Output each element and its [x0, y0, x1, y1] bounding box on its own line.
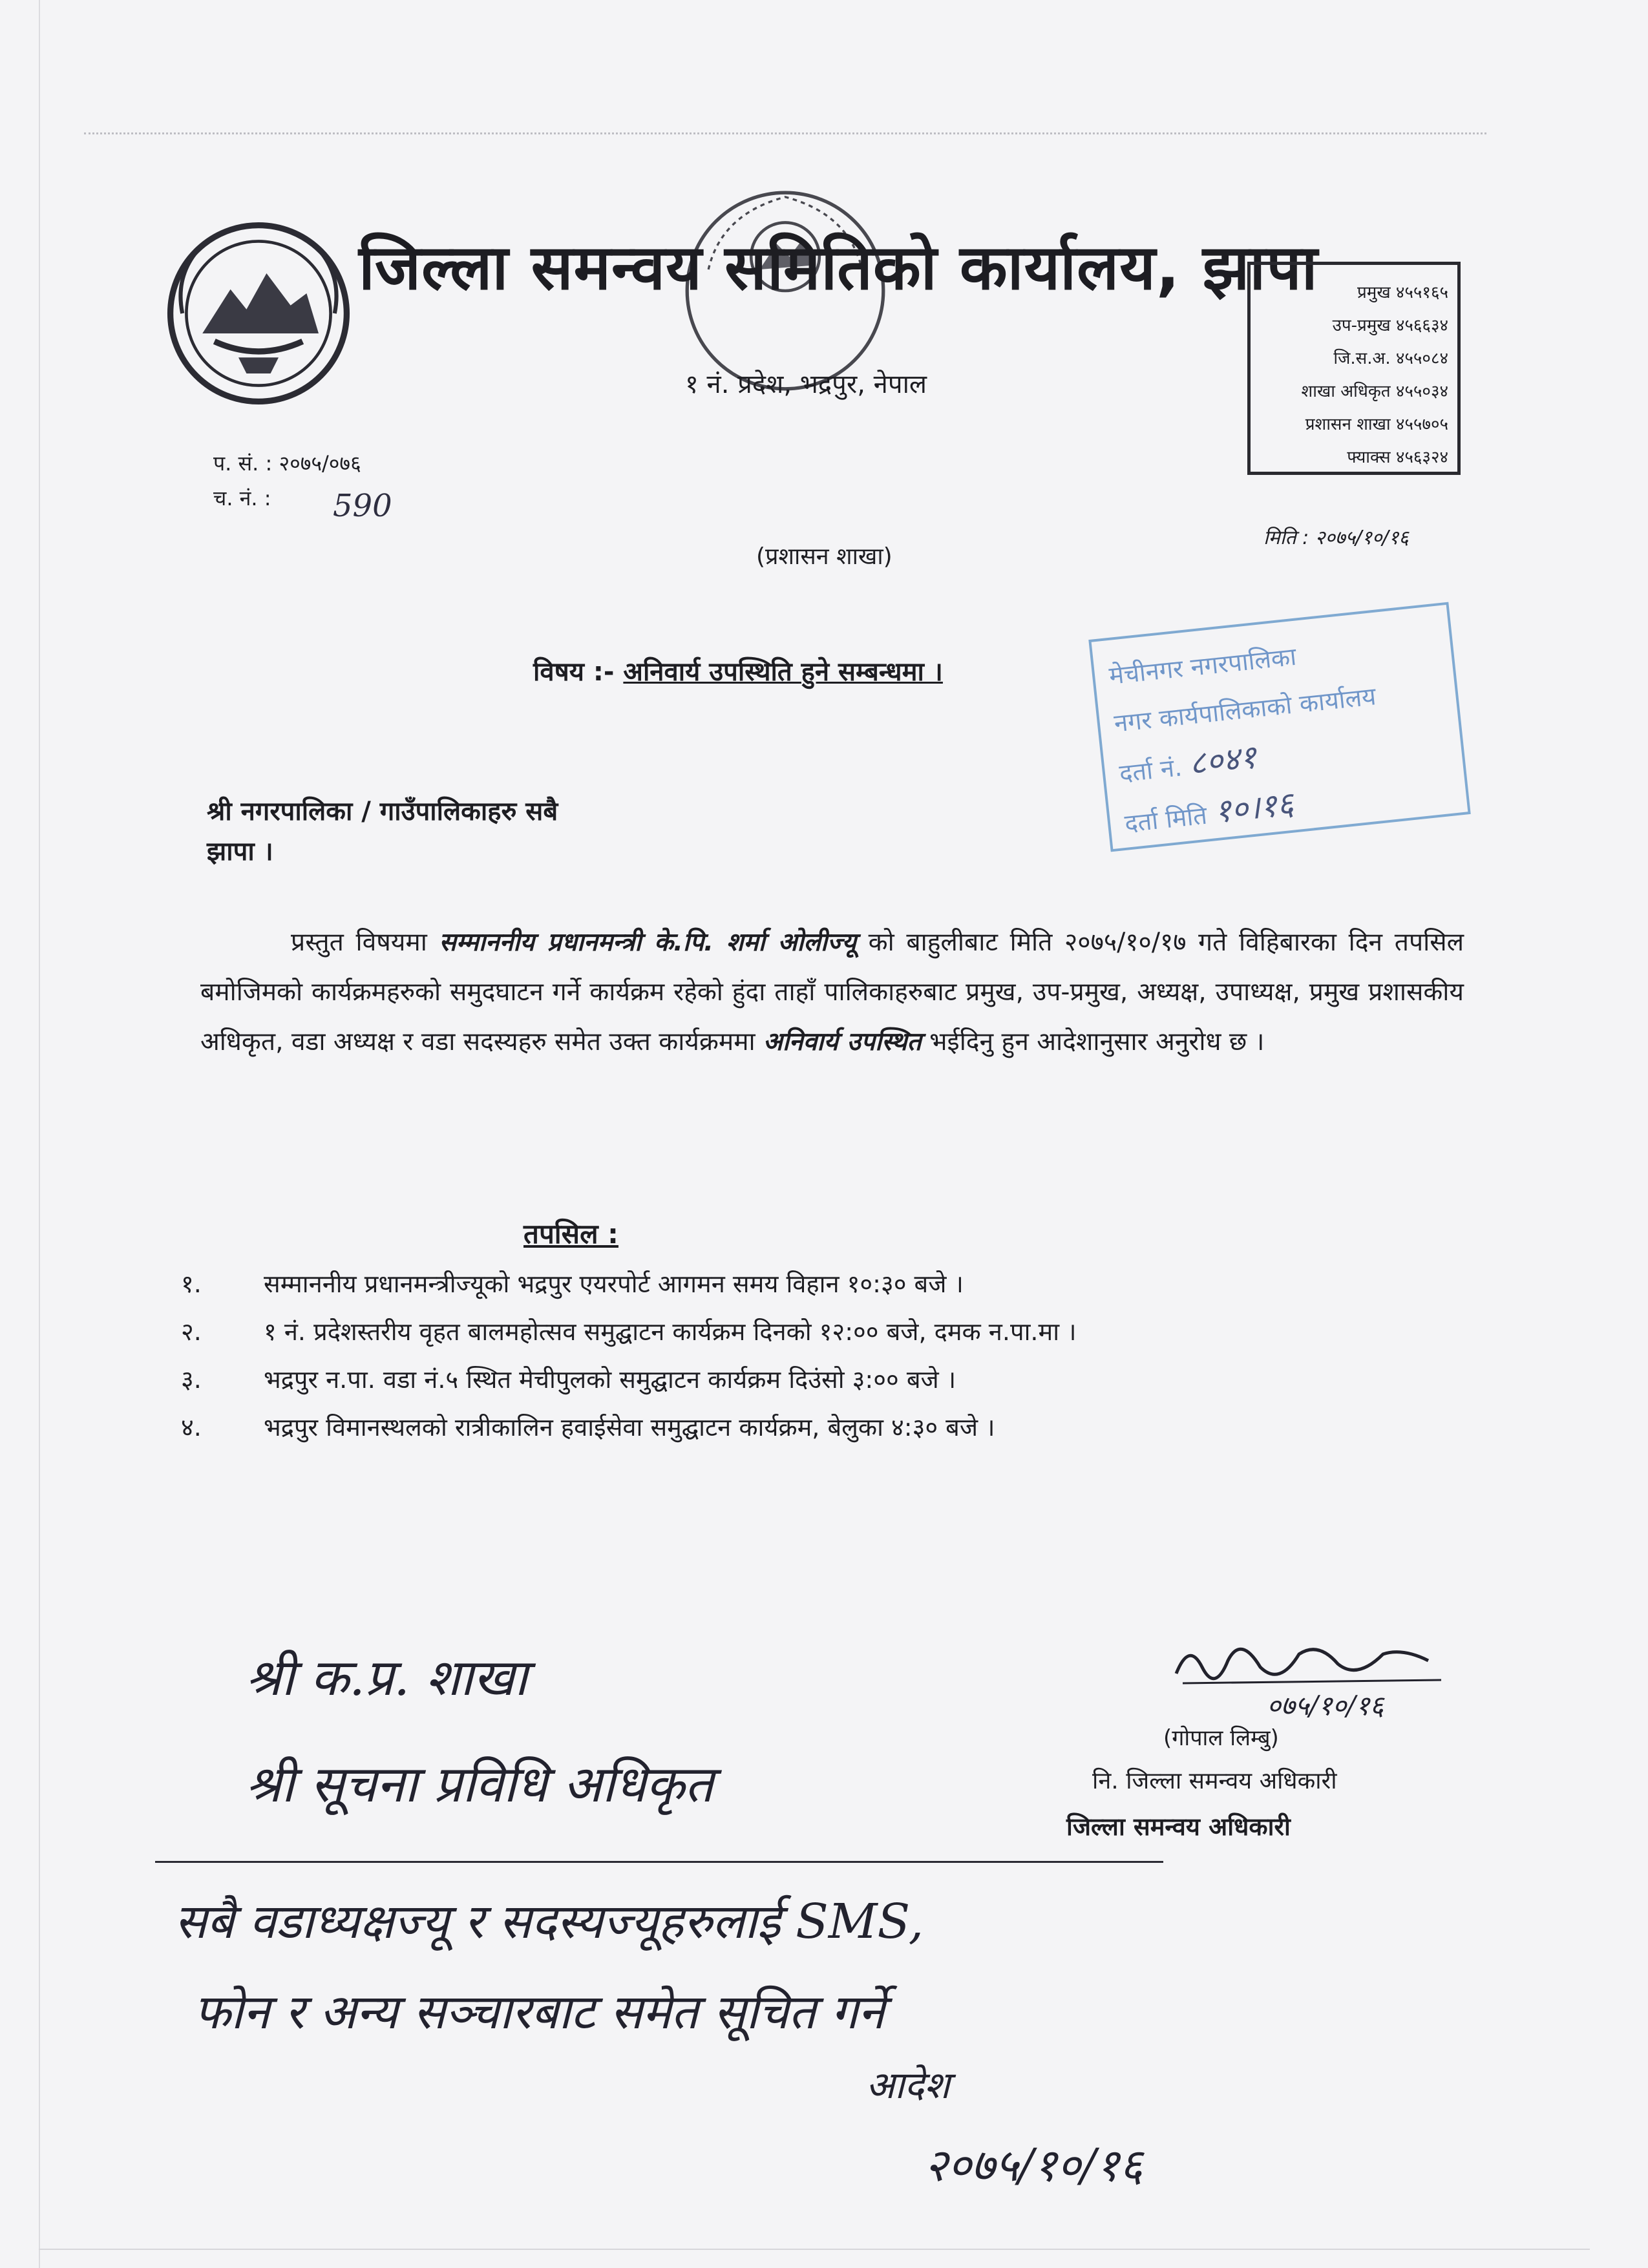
handwritten-divider	[155, 1861, 1163, 1863]
letterhead-title: जिल्ला समन्वय समितिको कार्यालय, झापा	[359, 231, 1318, 304]
signatory-title2: जिल्ला समन्वय अधिकारी	[1066, 1812, 1291, 1841]
item-number: ४.	[181, 1413, 202, 1442]
item-number: ३.	[181, 1365, 202, 1394]
item-number: १.	[181, 1270, 202, 1298]
darta-no: ८०४१	[1187, 738, 1258, 782]
addressee-line2: झापा ।	[207, 837, 273, 866]
letterhead-address: १ नं. प्रदेश, भद्रपुर, नेपाल	[685, 370, 927, 399]
subject-text: अनिवार्य उपस्थिति हुने सम्बन्धमा ।	[623, 657, 943, 687]
handwritten-note-2: श्री सूचना प्रविधि अधिकृत	[246, 1756, 713, 1814]
signatory-title1: नि. जिल्ला समन्वय अधिकारी	[1092, 1768, 1337, 1794]
list-item	[181, 1403, 1077, 1451]
item-number: २.	[181, 1318, 202, 1346]
handwritten-note-5: आदेश	[866, 2063, 950, 2107]
darta-date-label: दर्ता मिति	[1123, 801, 1209, 838]
phone-numbers-box	[1247, 262, 1461, 475]
registration-stamp	[1088, 602, 1470, 852]
list-item	[181, 1308, 1077, 1356]
ps-value: २०७५/०७६	[279, 451, 361, 476]
item-text: भद्रपुर न.पा. वडा नं.५ स्थित मेचीपुलको समुद्घाटन कार्यक्रम दिउंसो ३:०० बजे ।	[264, 1365, 956, 1394]
signature-date: ०७५/१०/१६	[1267, 1690, 1384, 1721]
phone-line: प्रमुख ४५५१६५	[1357, 283, 1448, 302]
schedule-list	[181, 1260, 1077, 1451]
cn-value: 590	[333, 488, 392, 524]
phone-line: प्रशासन शाखा ४५५७०५	[1305, 415, 1448, 434]
subject-line	[533, 653, 943, 688]
handwritten-note-4: फोन र अन्य सञ्चारबाट समेत सूचित गर्ने	[194, 1984, 885, 2040]
phone-line: शाखा अधिकृत ४५५०३४	[1301, 382, 1448, 401]
darta-date: १०।१६	[1212, 784, 1296, 831]
letter-date: मिति : २०७५/१०/१६	[1263, 527, 1409, 549]
ps-label: प. सं. :	[213, 451, 273, 476]
letter-body	[200, 918, 1464, 1067]
scan-edge	[39, 0, 40, 2268]
item-text: भद्रपुर विमानस्थलको रात्रीकालिन हवाईसेवा समुद्घाटन कार्यक्रम, बेलुका ४:३० बजे ।	[264, 1413, 995, 1442]
subject-label: विषय :-	[533, 657, 615, 687]
addressee	[207, 792, 558, 872]
cn-label: च. नं. :	[213, 486, 271, 510]
item-text: सम्माननीय प्रधानमन्त्रीज्यूको भद्रपुर एयरपोर्ट आगमन समय विहान १०:३० बजे ।	[264, 1270, 964, 1298]
scan-bottom-edge	[39, 2249, 1590, 2250]
phone-line: फ्याक्स ४५६३२४	[1347, 448, 1448, 467]
list-item	[181, 1260, 1077, 1308]
phone-line: उप-प्रमुख ४५६६३४	[1332, 316, 1448, 335]
stamp-line2: नगर कार्यपालिकाको कार्यालय	[1112, 682, 1378, 738]
body-part3: भईदिनु हुन आदेशानुसार अनुरोध छ ।	[929, 1027, 1265, 1056]
handwritten-note-6: २०७५/१०/१६	[924, 2139, 1143, 2192]
handwritten-note-1: श्री क.प्र. शाखा	[246, 1649, 528, 1707]
nepal-emblem-icon	[158, 213, 359, 414]
body-part1: प्रस्तुत विषयमा	[291, 928, 427, 957]
handwritten-note-3: सबै वडाध्यक्षज्यू र सदस्यज्यूहरुलाई SMS,	[174, 1894, 924, 1949]
item-text: १ नं. प्रदेशस्तरीय वृहत बालमहोत्सव समुद्घाटन कार्यक्रम दिनको १२:०० बजे, दमक न.पा.मा ।	[264, 1318, 1077, 1346]
body-highlight1: सम्माननीय प्रधानमन्त्री के.पि. शर्मा ओलीज्यू	[439, 928, 856, 957]
addressee-line1: श्री नगरपालिका / गाउँपालिकाहरु सबै	[207, 797, 558, 826]
signatory-name: (गोपाल लिम्बु)	[1163, 1725, 1279, 1751]
body-part2: को बाहुलीबाट मिति २०७५/१०/१७ गते विहिबारका दिन तपसिल बमोजिमको कार्यक्रमहरुको समुदघाटन गर्ने कार्यक्रम रहेको हुंदा ताहाँ पालिकाहरुबाट प्रमुख, उप-प्रमुख, अध्यक्ष, उपाध्यक्ष, प्रमुख प्रशासकीय अधिकृत, वडा अध्यक्ष र वडा सदस्यहरु समेत उक्त कार्यक्रममा	[200, 928, 1464, 1056]
phone-line: जि.स.अ. ४५५०८४	[1333, 349, 1448, 368]
darta-no-label: दर्ता नं.	[1117, 753, 1183, 788]
schedule-heading: तपसिल :	[523, 1218, 618, 1250]
body-highlight2: अनिवार्य उपस्थित	[763, 1027, 922, 1056]
top-dotted-rule	[84, 132, 1486, 134]
branch-label: (प्रशासन शाखा)	[756, 543, 893, 570]
stamp-line1: मेचीनगर नगरपालिका	[1108, 642, 1298, 691]
list-item	[181, 1356, 1077, 1403]
